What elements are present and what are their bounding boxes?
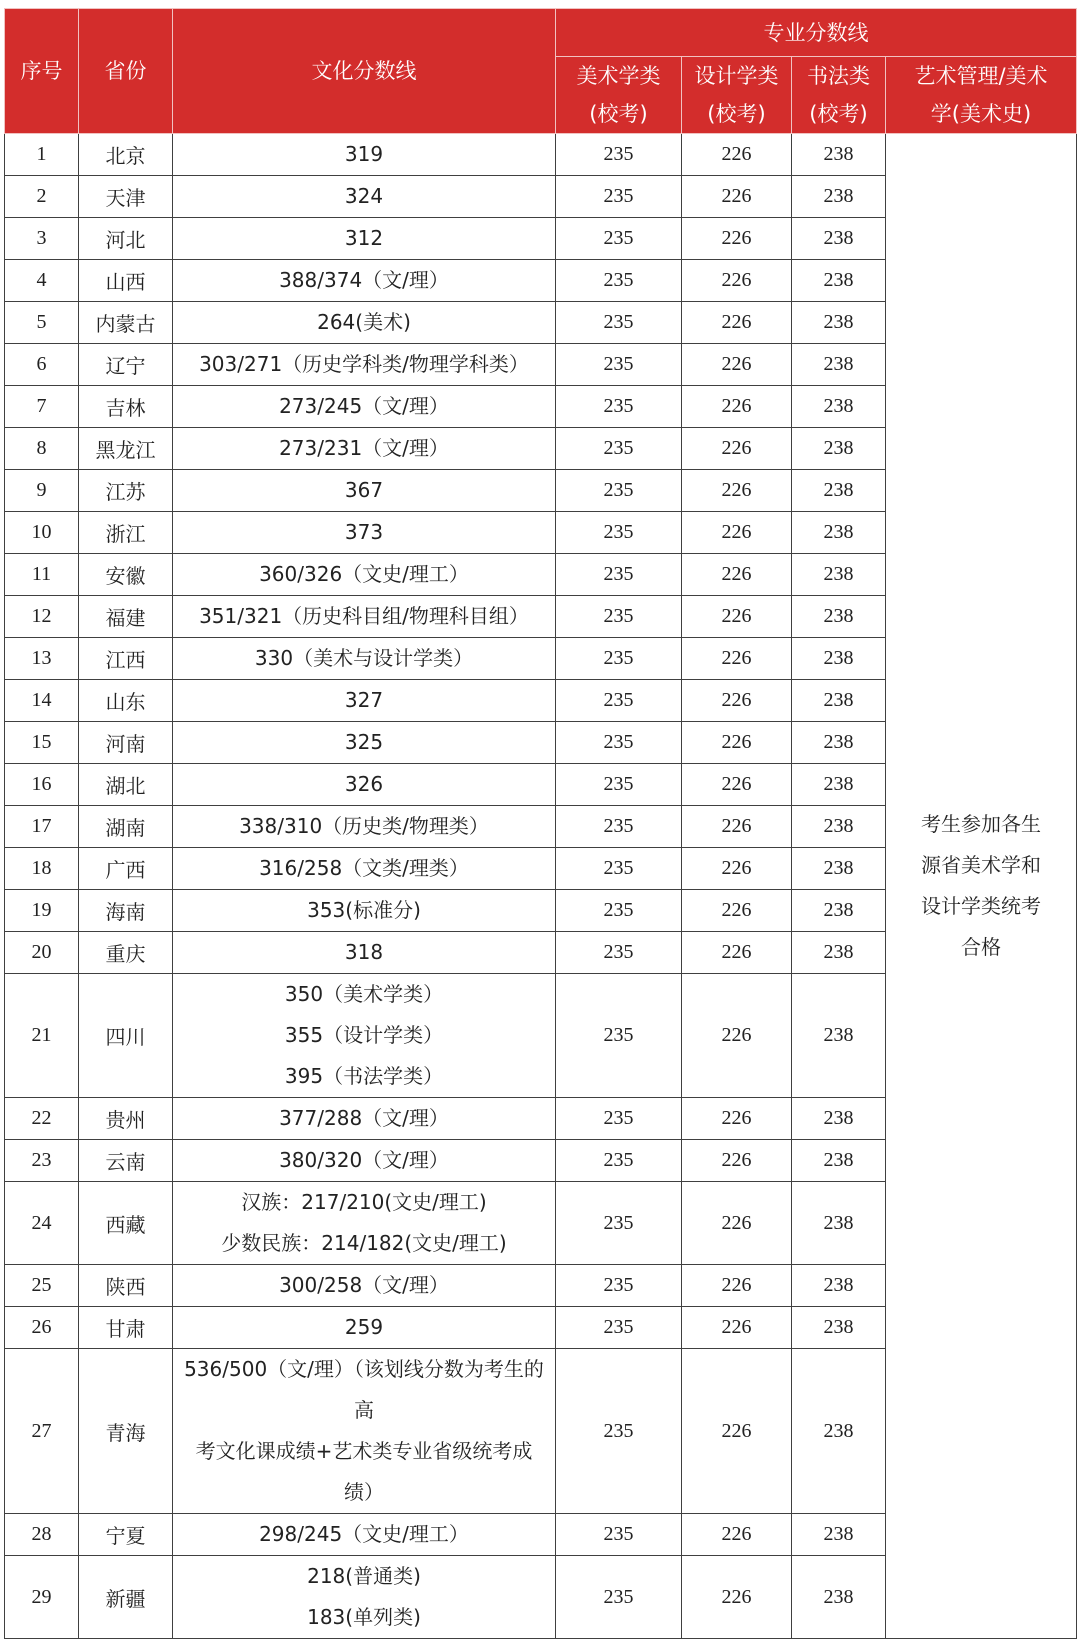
row-design-score: 226 — [682, 974, 792, 1098]
row-art-score: 235 — [556, 890, 682, 932]
row-design-score: 226 — [682, 638, 792, 680]
note-line: 合格 — [961, 935, 1001, 959]
row-province: 江西 — [79, 638, 173, 680]
row-culture-line — [173, 890, 556, 932]
row-art-score: 235 — [556, 848, 682, 890]
row-culture-line — [173, 764, 556, 806]
row-art-score: 235 — [556, 428, 682, 470]
header-design-line1: 设计学类 — [694, 64, 779, 88]
row-art-score: 235 — [556, 680, 682, 722]
row-seq: 17 — [5, 806, 79, 848]
row-province: 吉林 — [79, 386, 173, 428]
row-calligraphy-score: 238 — [792, 1182, 886, 1265]
row-province: 天津 — [79, 176, 173, 218]
row-seq: 13 — [5, 638, 79, 680]
row-design-score: 226 — [682, 1514, 792, 1556]
row-calligraphy-score: 238 — [792, 848, 886, 890]
culture-line-text: 380/320（文/理） — [279, 1148, 449, 1172]
culture-line-text: 395（书法学类） — [284, 1064, 444, 1088]
row-province: 河南 — [79, 722, 173, 764]
row-calligraphy-score: 238 — [792, 932, 886, 974]
header-art-line2: (校考) — [589, 102, 648, 126]
row-calligraphy-score: 238 — [792, 176, 886, 218]
row-seq: 11 — [5, 554, 79, 596]
row-culture-line — [173, 680, 556, 722]
culture-line-text: 325 — [344, 730, 384, 754]
culture-line-text: 338/310（历史类/物理类） — [239, 814, 489, 838]
culture-line-text: 355（设计学类） — [284, 1023, 444, 1047]
row-art-score: 235 — [556, 1349, 682, 1514]
row-design-score: 226 — [682, 554, 792, 596]
row-culture-line — [173, 932, 556, 974]
culture-line-text: 360/326（文史/理工） — [259, 562, 469, 586]
row-design-score: 226 — [682, 344, 792, 386]
row-culture-line — [173, 344, 556, 386]
culture-line-text: 316/258（文类/理类） — [259, 856, 469, 880]
row-design-score: 226 — [682, 1265, 792, 1307]
row-province: 青海 — [79, 1349, 173, 1514]
note-line: 设计学类统考 — [921, 894, 1041, 918]
header-calligraphy-line1: 书法类 — [807, 64, 870, 88]
row-calligraphy-score: 238 — [792, 1514, 886, 1556]
row-design-score: 226 — [682, 1349, 792, 1514]
row-culture-line — [173, 512, 556, 554]
row-art-score: 235 — [556, 638, 682, 680]
row-design-score: 226 — [682, 596, 792, 638]
row-seq: 8 — [5, 428, 79, 470]
header-design — [682, 57, 792, 134]
row-design-score: 226 — [682, 512, 792, 554]
row-culture-line — [173, 974, 556, 1098]
row-calligraphy-score: 238 — [792, 806, 886, 848]
row-design-score: 226 — [682, 176, 792, 218]
row-culture-line — [173, 260, 556, 302]
row-culture-line — [173, 1182, 556, 1265]
row-culture-line — [173, 596, 556, 638]
culture-line-text: 259 — [344, 1315, 384, 1339]
header-design-line2: (校考) — [707, 102, 766, 126]
row-culture-line — [173, 1349, 556, 1514]
culture-line-text: 350（美术学类） — [284, 982, 444, 1006]
merged-note-cell — [886, 134, 1077, 1639]
row-seq: 27 — [5, 1349, 79, 1514]
row-design-score: 226 — [682, 386, 792, 428]
row-culture-line — [173, 848, 556, 890]
score-table — [4, 8, 1077, 1639]
culture-line-text: 264(美术) — [317, 310, 411, 334]
row-calligraphy-score: 238 — [792, 554, 886, 596]
row-art-score: 235 — [556, 1514, 682, 1556]
row-design-score: 226 — [682, 848, 792, 890]
row-province: 西藏 — [79, 1182, 173, 1265]
row-calligraphy-score: 238 — [792, 596, 886, 638]
header-mgmt-line1: 艺术管理/美术 — [914, 64, 1048, 88]
row-design-score: 226 — [682, 890, 792, 932]
header-province: 省份 — [79, 9, 173, 134]
row-calligraphy-score: 238 — [792, 218, 886, 260]
row-calligraphy-score: 238 — [792, 1098, 886, 1140]
row-art-score: 235 — [556, 302, 682, 344]
row-calligraphy-score: 238 — [792, 1556, 886, 1639]
header-culture-line: 文化分数线 — [173, 9, 556, 134]
row-calligraphy-score: 238 — [792, 134, 886, 176]
row-calligraphy-score: 238 — [792, 344, 886, 386]
row-culture-line — [173, 722, 556, 764]
row-province: 浙江 — [79, 512, 173, 554]
note-line: 考生参加各生 — [921, 812, 1041, 836]
row-calligraphy-score: 238 — [792, 1349, 886, 1514]
row-art-score: 235 — [556, 344, 682, 386]
row-province: 内蒙古 — [79, 302, 173, 344]
row-seq: 21 — [5, 974, 79, 1098]
row-culture-line — [173, 1098, 556, 1140]
header-art-line1: 美术学类 — [576, 64, 661, 88]
row-province: 四川 — [79, 974, 173, 1098]
row-seq: 4 — [5, 260, 79, 302]
row-art-score: 235 — [556, 554, 682, 596]
row-art-score: 235 — [556, 386, 682, 428]
row-art-score: 235 — [556, 764, 682, 806]
row-culture-line — [173, 638, 556, 680]
row-art-score: 235 — [556, 932, 682, 974]
row-province: 贵州 — [79, 1098, 173, 1140]
row-seq: 15 — [5, 722, 79, 764]
row-province: 新疆 — [79, 1556, 173, 1639]
row-design-score: 226 — [682, 428, 792, 470]
culture-line-text: 考文化课成绩+艺术类专业省级统考成 — [195, 1439, 533, 1463]
row-seq: 12 — [5, 596, 79, 638]
row-province: 山东 — [79, 680, 173, 722]
row-province: 黑龙江 — [79, 428, 173, 470]
row-province: 海南 — [79, 890, 173, 932]
row-culture-line — [173, 1556, 556, 1639]
table-body — [5, 134, 1077, 1639]
culture-line-text: 少数民族：214/182(文史/理工) — [221, 1231, 507, 1255]
row-seq: 19 — [5, 890, 79, 932]
row-calligraphy-score: 238 — [792, 260, 886, 302]
row-design-score: 226 — [682, 1307, 792, 1349]
row-calligraphy-score: 238 — [792, 974, 886, 1098]
row-culture-line — [173, 806, 556, 848]
culture-line-text: 183(单列类) — [307, 1605, 421, 1629]
row-seq: 29 — [5, 1556, 79, 1639]
culture-line-text: 351/321（历史科目组/物理科目组） — [199, 604, 529, 628]
culture-line-text: 303/271（历史学科类/物理学科类） — [199, 352, 529, 376]
row-art-score: 235 — [556, 1098, 682, 1140]
culture-line-text: 388/374（文/理） — [279, 268, 449, 292]
culture-line-text: 377/288（文/理） — [279, 1106, 449, 1130]
row-culture-line — [173, 218, 556, 260]
header-calligraphy — [792, 57, 886, 134]
row-culture-line — [173, 554, 556, 596]
culture-line-text: 318 — [344, 940, 384, 964]
culture-line-text: 300/258（文/理） — [279, 1273, 449, 1297]
row-art-score: 235 — [556, 1265, 682, 1307]
header-mgmt-line2: 学(美术史) — [930, 102, 1032, 126]
culture-line-text: 319 — [344, 142, 384, 166]
culture-line-text: 273/245（文/理） — [279, 394, 449, 418]
row-art-score: 235 — [556, 1182, 682, 1265]
row-design-score: 226 — [682, 302, 792, 344]
row-seq: 24 — [5, 1182, 79, 1265]
row-seq: 5 — [5, 302, 79, 344]
row-culture-line — [173, 1307, 556, 1349]
row-province: 安徽 — [79, 554, 173, 596]
row-design-score: 226 — [682, 1098, 792, 1140]
row-culture-line — [173, 302, 556, 344]
culture-line-text: 汉族：217/210(文史/理工) — [241, 1190, 487, 1214]
culture-line-text: 324 — [344, 184, 384, 208]
row-art-score: 235 — [556, 596, 682, 638]
row-art-score: 235 — [556, 1140, 682, 1182]
row-art-score: 235 — [556, 1556, 682, 1639]
row-calligraphy-score: 238 — [792, 428, 886, 470]
row-design-score: 226 — [682, 218, 792, 260]
row-culture-line — [173, 176, 556, 218]
row-culture-line — [173, 1265, 556, 1307]
row-culture-line — [173, 386, 556, 428]
row-province: 辽宁 — [79, 344, 173, 386]
header-art — [556, 57, 682, 134]
row-calligraphy-score: 238 — [792, 1307, 886, 1349]
row-seq: 18 — [5, 848, 79, 890]
row-province: 湖北 — [79, 764, 173, 806]
culture-line-text: 298/245（文史/理工） — [259, 1522, 469, 1546]
row-art-score: 235 — [556, 1307, 682, 1349]
culture-line-text: 330（美术与设计学类） — [254, 646, 474, 670]
row-seq: 16 — [5, 764, 79, 806]
row-seq: 3 — [5, 218, 79, 260]
row-seq: 7 — [5, 386, 79, 428]
row-art-score: 235 — [556, 512, 682, 554]
row-calligraphy-score: 238 — [792, 512, 886, 554]
row-seq: 25 — [5, 1265, 79, 1307]
culture-line-text: 绩） — [344, 1480, 384, 1504]
row-seq: 14 — [5, 680, 79, 722]
header-major-line: 专业分数线 — [556, 9, 1077, 57]
row-calligraphy-score: 238 — [792, 1140, 886, 1182]
row-seq: 28 — [5, 1514, 79, 1556]
row-culture-line — [173, 134, 556, 176]
row-seq: 10 — [5, 512, 79, 554]
row-province: 河北 — [79, 218, 173, 260]
row-province: 山西 — [79, 260, 173, 302]
row-province: 云南 — [79, 1140, 173, 1182]
row-province: 宁夏 — [79, 1514, 173, 1556]
row-seq: 20 — [5, 932, 79, 974]
row-design-score: 226 — [682, 1556, 792, 1639]
row-calligraphy-score: 238 — [792, 470, 886, 512]
row-art-score: 235 — [556, 218, 682, 260]
culture-line-text: 218(普通类) — [307, 1564, 421, 1588]
culture-line-text: 373 — [344, 520, 384, 544]
row-design-score: 226 — [682, 1140, 792, 1182]
row-design-score: 226 — [682, 764, 792, 806]
row-culture-line — [173, 1514, 556, 1556]
row-design-score: 226 — [682, 260, 792, 302]
row-province: 江苏 — [79, 470, 173, 512]
row-calligraphy-score: 238 — [792, 302, 886, 344]
row-art-score: 235 — [556, 974, 682, 1098]
row-culture-line — [173, 470, 556, 512]
row-province: 陕西 — [79, 1265, 173, 1307]
row-calligraphy-score: 238 — [792, 386, 886, 428]
row-province: 甘肃 — [79, 1307, 173, 1349]
row-art-score: 235 — [556, 722, 682, 764]
row-art-score: 235 — [556, 134, 682, 176]
culture-line-text: 327 — [344, 688, 384, 712]
row-province: 广西 — [79, 848, 173, 890]
row-design-score: 226 — [682, 134, 792, 176]
row-calligraphy-score: 238 — [792, 638, 886, 680]
note-line: 源省美术学和 — [921, 853, 1041, 877]
row-design-score: 226 — [682, 722, 792, 764]
row-calligraphy-score: 238 — [792, 764, 886, 806]
row-design-score: 226 — [682, 680, 792, 722]
culture-line-text: 273/231（文/理） — [279, 436, 449, 460]
row-calligraphy-score: 238 — [792, 680, 886, 722]
culture-line-text: 353(标准分) — [307, 898, 421, 922]
row-province: 湖南 — [79, 806, 173, 848]
culture-line-text: 326 — [344, 772, 384, 796]
row-province: 福建 — [79, 596, 173, 638]
row-province: 北京 — [79, 134, 173, 176]
row-design-score: 226 — [682, 932, 792, 974]
row-calligraphy-score: 238 — [792, 890, 886, 932]
row-calligraphy-score: 238 — [792, 722, 886, 764]
row-art-score: 235 — [556, 260, 682, 302]
row-art-score: 235 — [556, 806, 682, 848]
row-seq: 2 — [5, 176, 79, 218]
row-province: 重庆 — [79, 932, 173, 974]
culture-line-text: 536/500（文/理）（该划线分数为考生的高 — [184, 1357, 544, 1422]
row-art-score: 235 — [556, 470, 682, 512]
row-seq: 22 — [5, 1098, 79, 1140]
header-mgmt — [886, 57, 1077, 134]
row-seq: 9 — [5, 470, 79, 512]
row-seq: 6 — [5, 344, 79, 386]
header-calligraphy-line2: (校考) — [809, 102, 868, 126]
row-calligraphy-score: 238 — [792, 1265, 886, 1307]
row-design-score: 226 — [682, 470, 792, 512]
table-row — [5, 134, 1077, 176]
row-seq: 23 — [5, 1140, 79, 1182]
row-culture-line — [173, 1140, 556, 1182]
row-seq: 1 — [5, 134, 79, 176]
row-art-score: 235 — [556, 176, 682, 218]
header-seq: 序号 — [5, 9, 79, 134]
row-culture-line — [173, 428, 556, 470]
row-design-score: 226 — [682, 806, 792, 848]
culture-line-text: 312 — [344, 226, 384, 250]
row-design-score: 226 — [682, 1182, 792, 1265]
row-seq: 26 — [5, 1307, 79, 1349]
culture-line-text: 367 — [344, 478, 384, 502]
